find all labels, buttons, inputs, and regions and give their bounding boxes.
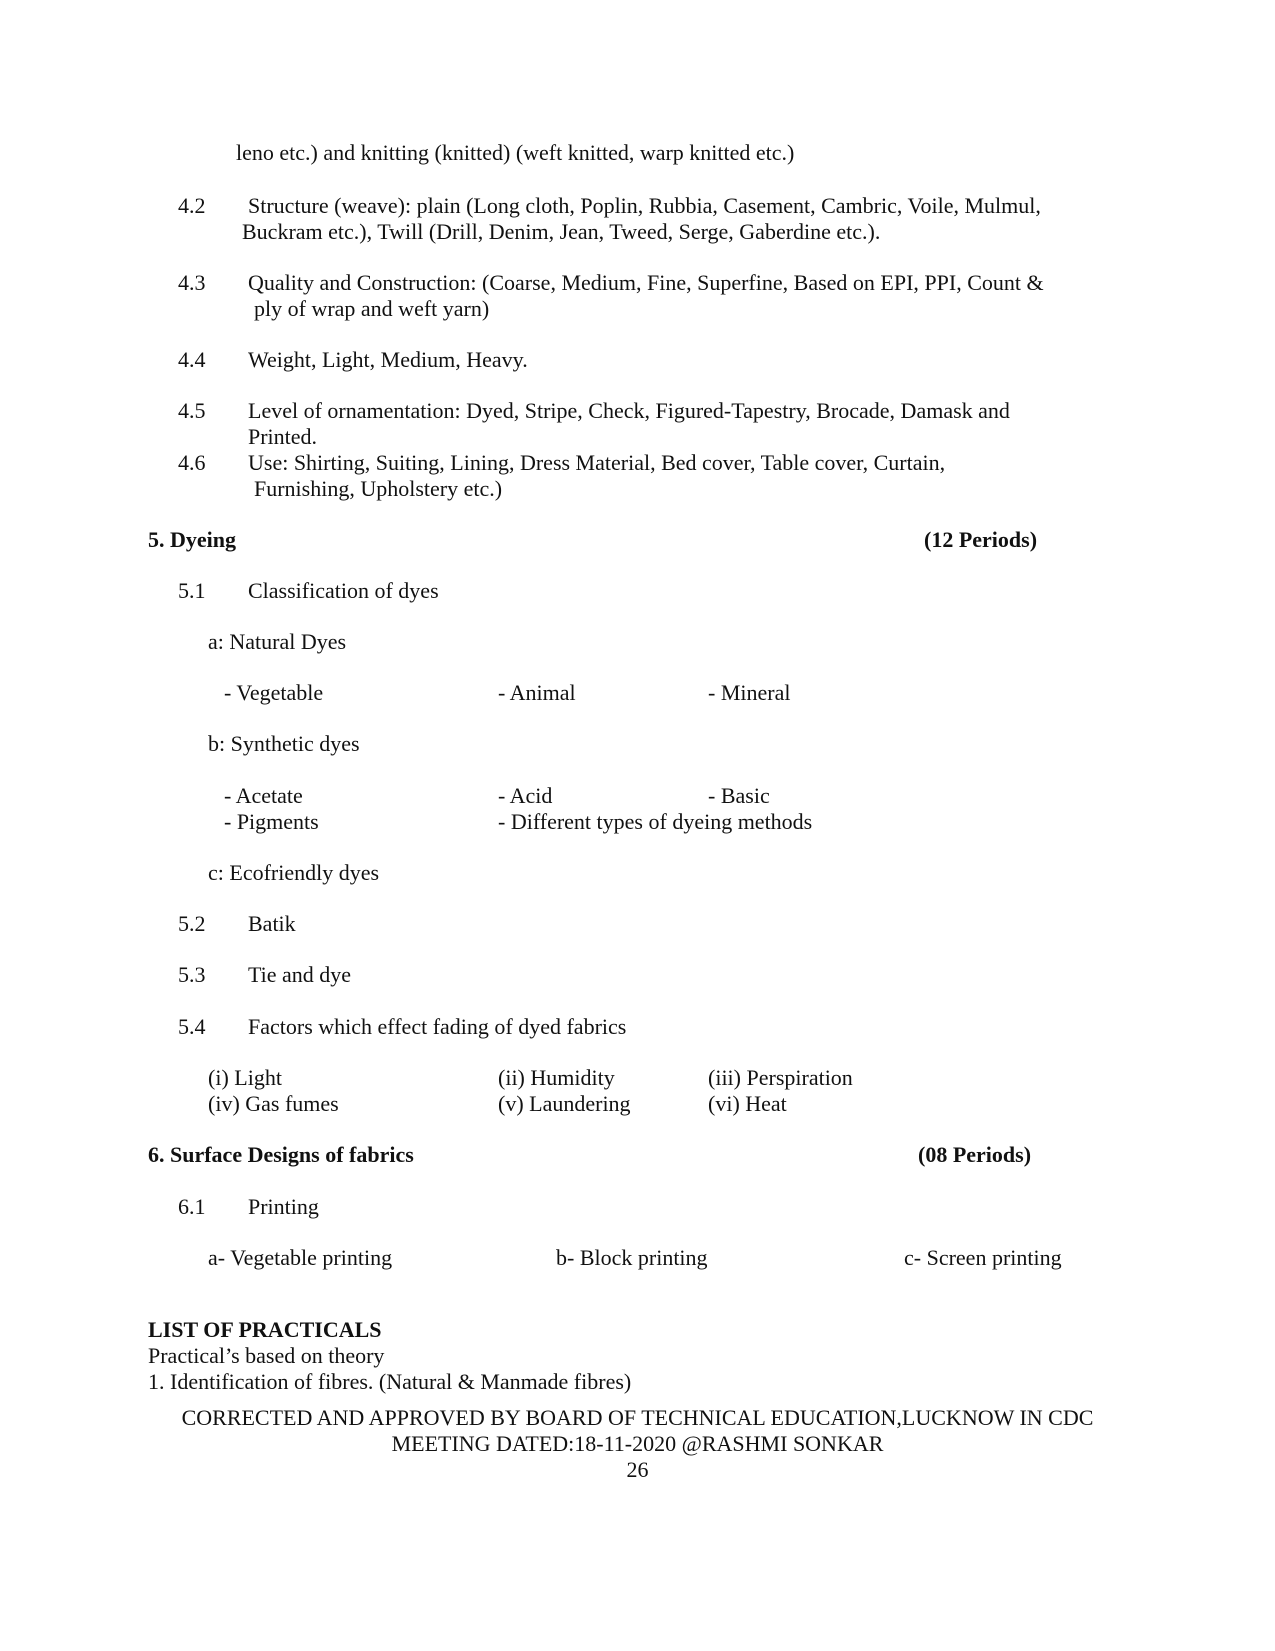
list-item: - Pigments — [224, 809, 319, 834]
item-number: 4.4 — [178, 347, 206, 372]
item-number: 4.5 — [178, 398, 206, 423]
item-text: Quality and Construction: (Coarse, Medium, Fine, Superfine, Based on EPI, PPI, Count & — [248, 270, 1044, 295]
list-item: c- Screen printing — [904, 1245, 1062, 1270]
practicals-subheading: Practical’s based on theory — [148, 1343, 385, 1368]
item-text: Tie and dye — [248, 962, 352, 987]
item-text-continued: Furnishing, Upholstery etc.) — [254, 476, 503, 501]
list-item: - Acid — [498, 783, 553, 808]
list-item: - Animal — [498, 680, 576, 705]
page-number: 26 — [626, 1457, 649, 1482]
item-text: Batik — [248, 911, 296, 936]
list-item: - Basic — [708, 783, 770, 808]
item-number: 6.1 — [178, 1194, 206, 1219]
item-text-continued: Printed. — [248, 424, 318, 449]
item-number: 5.3 — [178, 962, 206, 987]
item-text: Structure (weave): plain (Long cloth, Poplin, Rubbia, Casement, Cambric, Voile, Mulmul, — [248, 193, 1041, 218]
list-item: (iv) Gas fumes — [208, 1091, 339, 1116]
item-text: Factors which effect fading of dyed fabrics — [248, 1014, 627, 1039]
subitem-label: b: Synthetic dyes — [208, 731, 360, 756]
item-text: Level of ornamentation: Dyed, Stripe, Check, Figured-Tapestry, Brocade, Damask and — [248, 398, 1010, 423]
item-text: Weight, Light, Medium, Heavy. — [248, 347, 528, 372]
list-item: a- Vegetable printing — [208, 1245, 393, 1270]
item-text: Use: Shirting, Suiting, Lining, Dress Material, Bed cover, Table cover, Curtain, — [248, 450, 946, 475]
item-number: 5.1 — [178, 578, 206, 603]
footer-line: CORRECTED AND APPROVED BY BOARD OF TECHNICAL EDUCATION,LUCKNOW IN CDC — [181, 1405, 1094, 1430]
item-number: 4.2 — [178, 193, 206, 218]
list-item: - Acetate — [224, 783, 303, 808]
item-text: Classification of dyes — [248, 578, 439, 603]
list-item: (i) Light — [208, 1065, 282, 1090]
footer-line: MEETING DATED:18-11-2020 @RASHMI SONKAR — [391, 1431, 884, 1456]
list-item: - Mineral — [708, 680, 791, 705]
section-periods: (12 Periods) — [924, 527, 1038, 552]
section-heading: 6. Surface Designs of fabrics — [148, 1142, 414, 1167]
list-item: (ii) Humidity — [498, 1065, 615, 1090]
list-item: - Vegetable — [224, 680, 324, 705]
list-item: (v) Laundering — [498, 1091, 631, 1116]
item-number: 5.4 — [178, 1014, 206, 1039]
continuation-line: leno etc.) and knitting (knitted) (weft knitted, warp knitted etc.) — [236, 140, 795, 165]
item-text: Printing — [248, 1194, 319, 1219]
section-periods: (08 Periods) — [918, 1142, 1032, 1167]
item-number: 4.3 — [178, 270, 206, 295]
item-number: 4.6 — [178, 450, 206, 475]
subitem-label: c: Ecofriendly dyes — [208, 860, 380, 885]
list-item: b- Block printing — [556, 1245, 708, 1270]
item-number: 5.2 — [178, 911, 206, 936]
item-text-continued: ply of wrap and weft yarn) — [254, 296, 490, 321]
list-item: - Different types of dyeing methods — [498, 809, 813, 834]
item-text-continued: Buckram etc.), Twill (Drill, Denim, Jean, Tweed, Serge, Gaberdine etc.). — [242, 219, 881, 244]
practicals-heading: LIST OF PRACTICALS — [148, 1317, 382, 1342]
list-item: (vi) Heat — [708, 1091, 787, 1116]
subitem-label: a: Natural Dyes — [208, 629, 347, 654]
section-heading: 5. Dyeing — [148, 527, 236, 552]
list-item: (iii) Perspiration — [708, 1065, 853, 1090]
practical-item: 1. Identification of fibres. (Natural & Manmade fibres) — [148, 1369, 632, 1394]
